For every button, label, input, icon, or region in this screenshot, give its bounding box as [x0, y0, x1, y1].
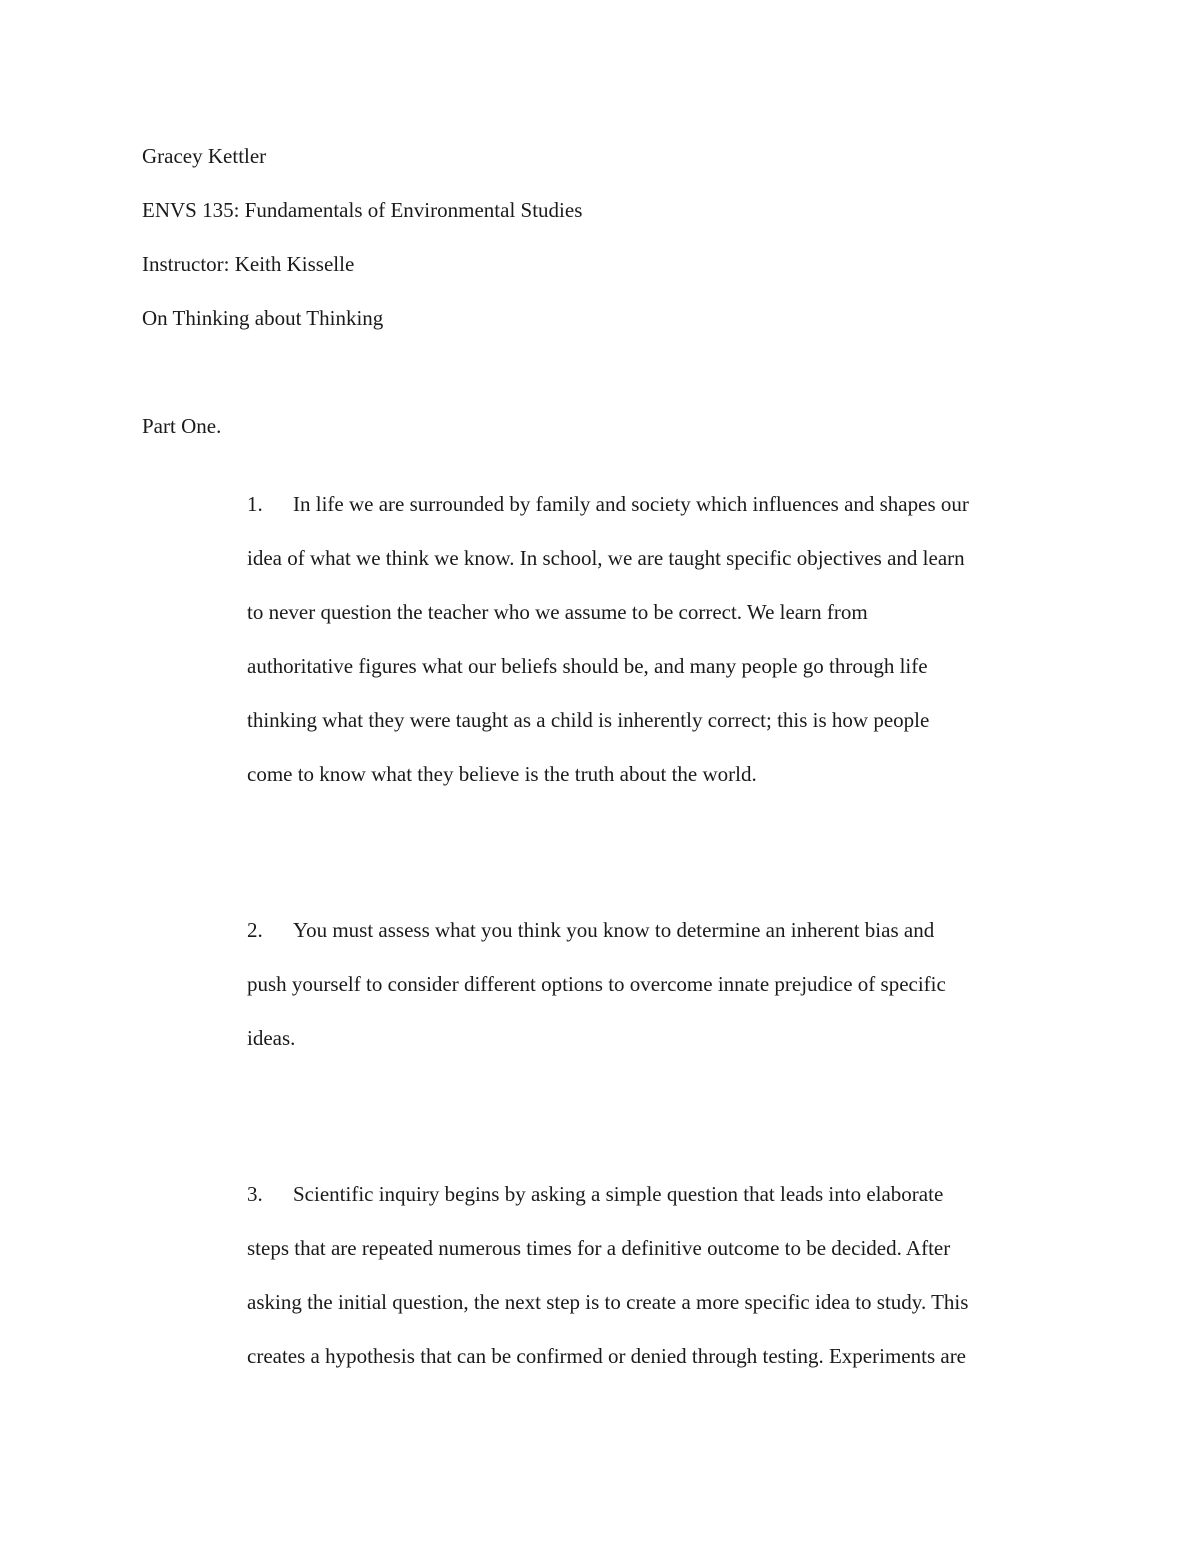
item-line: creates a hypothesis that can be confirmed or denied through testing. Experiments are	[247, 1344, 967, 1368]
item-line	[247, 903, 1067, 957]
item-line: come to know what they believe is the truth about the world.	[247, 762, 757, 786]
list-item-2	[247, 903, 1067, 1065]
item-text: Scientific inquiry begins by asking a simple question that leads into elaborate	[293, 1182, 944, 1206]
item-line: authoritative figures what our beliefs should be, and many people go through life	[247, 654, 928, 678]
item-text: In life we are surrounded by family and society which influences and shapes our	[293, 492, 969, 516]
item-line: asking the initial question, the next step is to create a more specific idea to study. This	[247, 1290, 969, 1314]
item-line: idea of what we think we know. In school, we are taught specific objectives and learn	[247, 546, 965, 570]
author-name: Gracey Kettler	[142, 144, 267, 168]
item-line: steps that are repeated numerous times for a definitive outcome to be decided. After	[247, 1236, 951, 1260]
course-name: ENVS 135: Fundamentals of Environmental Studies	[142, 198, 583, 222]
item-text: You must assess what you think you know to determine an inherent bias and	[293, 918, 935, 942]
list-item-1	[247, 477, 1067, 801]
item-line	[247, 1167, 1067, 1221]
item-number: 1.	[247, 492, 263, 516]
item-line	[247, 477, 1067, 531]
item-line: ideas.	[247, 1026, 296, 1050]
item-line: push yourself to consider different options to overcome innate prejudice of specific	[247, 972, 946, 996]
item-line: thinking what they were taught as a child is inherently correct; this is how people	[247, 708, 930, 732]
item-line: to never question the teacher who we assume to be correct. We learn from	[247, 600, 868, 624]
list-item-3	[247, 1167, 1067, 1383]
document-title: On Thinking about Thinking	[142, 306, 384, 330]
item-number: 3.	[247, 1182, 263, 1206]
item-number: 2.	[247, 918, 263, 942]
section-heading: Part One.	[142, 414, 222, 438]
instructor-line: Instructor: Keith Kisselle	[142, 252, 355, 276]
